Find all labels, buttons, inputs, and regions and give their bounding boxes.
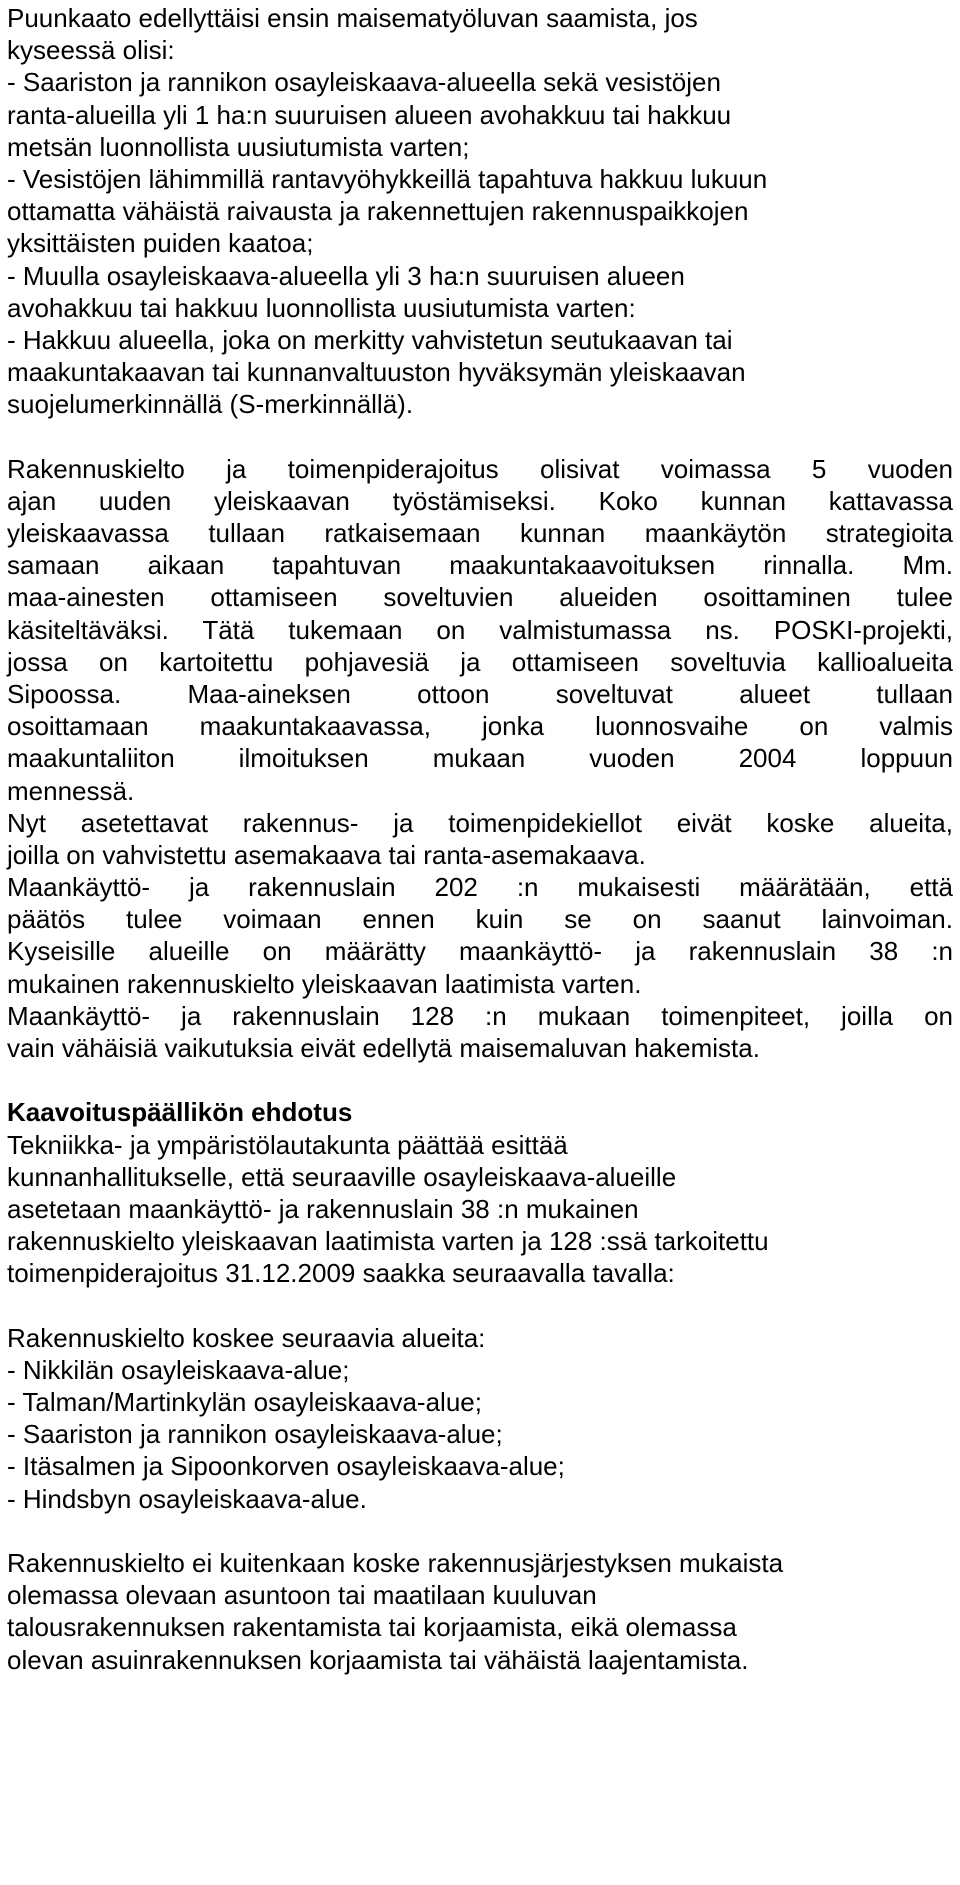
- text-line: metsän luonnollista uusiutumista varten;: [7, 131, 470, 162]
- text-line: suojelumerkinnällä (S-merkinnällä).: [7, 389, 414, 420]
- text-line: olevan asuinrakennuksen korjaamista tai vähäistä laajentamista.: [7, 1644, 749, 1675]
- text-line: yleiskaavassa tullaan ratkaisemaan kunnan maankäytön strategioita: [7, 518, 953, 548]
- text-line: päätös tulee voimaan ennen kuin se on saanut lainvoiman.: [7, 904, 953, 935]
- text-line: rakennuskielto yleiskaavan laatimista varten ja 128 :ssä tarkoitettu: [7, 1226, 769, 1257]
- text-line: toimenpiderajoitus 31.12.2009 saakka seuraavalla tavalla:: [7, 1258, 675, 1289]
- text-line: maakuntaliiton ilmoituksen mukaan vuoden 2004 loppuun: [7, 743, 953, 774]
- list-item: - Hakkuu alueella, joka on merkitty vahvistetun seutukaavan tai: [7, 324, 733, 355]
- text-line: ranta-alueilla yli 1 ha:n suuruisen alueen avohakkuu tai hakkuu: [7, 99, 732, 130]
- text-line: käsiteltäväksi. Tätä tukemaan on valmistumassa ns. POSKI-projekti,: [7, 614, 953, 645]
- list-item: - Talman/Martinkylän osayleiskaava-alue;: [7, 1387, 482, 1418]
- list-item: - Hindsbyn osayleiskaava-alue.: [7, 1483, 367, 1514]
- text-line: yksittäisten puiden kaatoa;: [7, 228, 314, 259]
- text-line: mennessä.: [7, 775, 135, 806]
- text-line: Kyseisille alueille on määrätty maankäyttö- ja rakennuslain 38 :n: [7, 936, 953, 967]
- text-line: Maankäyttö- ja rakennuslain 202 :n mukaisesti määrätään, että: [7, 872, 953, 903]
- text-line: Maankäyttö- ja rakennuslain 128 :n mukaan toimenpiteet, joilla on: [7, 1000, 953, 1031]
- text-line: olemassa olevaan asuntoon tai maatilaan kuuluvan: [7, 1580, 597, 1611]
- paragraph-gap: [7, 1064, 953, 1096]
- list-intro: Rakennuskielto koskee seuraavia alueita:: [7, 1322, 486, 1353]
- text-line: kyseessä olisi:: [7, 35, 175, 66]
- proposal-section: [7, 1096, 953, 1289]
- exclusion-paragraph: [7, 1547, 953, 1676]
- paragraph-gap: [7, 420, 953, 452]
- text-line: samaan aikaan tapahtuvan maakuntakaavoituksen rinnalla. Mm.: [7, 550, 953, 581]
- text-line: talousrakennuksen rakentamista tai korjaamista, eikä olemassa: [7, 1612, 737, 1643]
- text-line: ajan uuden yleiskaavan työstämiseksi. Koko kunnan kattavassa: [7, 485, 953, 516]
- text-line: Sipoossa. Maa-aineksen ottoon soveltuvat alueet tullaan: [7, 678, 953, 709]
- list-item: - Itäsalmen ja Sipoonkorven osayleiskaava-alue;: [7, 1451, 565, 1482]
- text-line: osoittamaan maakuntakaavassa, jonka luonnosvaihe on valmis: [7, 711, 953, 742]
- affected-areas-list: [7, 1322, 953, 1515]
- text-line: kunnanhallitukselle, että seuraaville osayleiskaava-alueille: [7, 1161, 677, 1192]
- text-line: avohakkuu tai hakkuu luonnollista uusiutumista varten:: [7, 292, 636, 323]
- list-item: - Nikkilän osayleiskaava-alue;: [7, 1354, 350, 1385]
- text-line: maakuntakaavan tai kunnanvaltuuston hyväksymän yleiskaavan: [7, 357, 746, 388]
- text-line: Rakennuskielto ja toimenpiderajoitus olisivat voimassa 5 vuoden: [7, 453, 953, 484]
- text-line: Nyt asetettavat rakennus- ja toimenpidekiellot eivät koske alueita,: [7, 807, 953, 838]
- text-line: ottamatta vähäistä raivausta ja rakennettujen rakennuspaikkojen: [7, 196, 749, 227]
- text-line: jossa on kartoitettu pohjavesiä ja ottamiseen soveltuvia kallioalueita: [7, 646, 953, 677]
- document-page: [7, 2, 953, 1676]
- text-line: Rakennuskielto ei kuitenkaan koske rakennusjärjestyksen mukaista: [7, 1548, 784, 1578]
- permit-conditions-paragraph: [7, 2, 953, 420]
- text-line: mukainen rakennuskielto yleiskaavan laatimista varten.: [7, 968, 642, 999]
- section-heading: Kaavoituspäällikön ehdotus: [7, 1097, 353, 1128]
- paragraph-gap: [7, 1290, 953, 1322]
- list-item: - Saariston ja rannikon osayleiskaava-alue;: [7, 1419, 503, 1450]
- text-line: maa-ainesten ottamiseen soveltuvien alueiden osoittaminen tulee: [7, 582, 953, 613]
- building-ban-explanation-paragraph: [7, 453, 953, 1065]
- list-item: - Vesistöjen lähimmillä rantavyöhykkeillä tapahtuva hakkuu lukuun: [7, 163, 768, 194]
- text-line: asetetaan maankäyttö- ja rakennuslain 38 :n mukainen: [7, 1193, 639, 1224]
- text-line: vain vähäisiä vaikutuksia eivät edellytä maisemaluvan hakemista.: [7, 1033, 760, 1063]
- text-line: Puunkaato edellyttäisi ensin maisematyöluvan saamista, jos: [7, 3, 698, 33]
- text-line: Tekniikka- ja ympäristölautakunta päättää esittää: [7, 1129, 568, 1160]
- list-item: - Muulla osayleiskaava-alueella yli 3 ha:n suuruisen alueen: [7, 260, 685, 291]
- list-item: - Saariston ja rannikon osayleiskaava-alueella sekä vesistöjen: [7, 67, 721, 98]
- paragraph-gap: [7, 1515, 953, 1547]
- text-line: joilla on vahvistettu asemakaava tai ranta-asemakaava.: [7, 839, 646, 870]
